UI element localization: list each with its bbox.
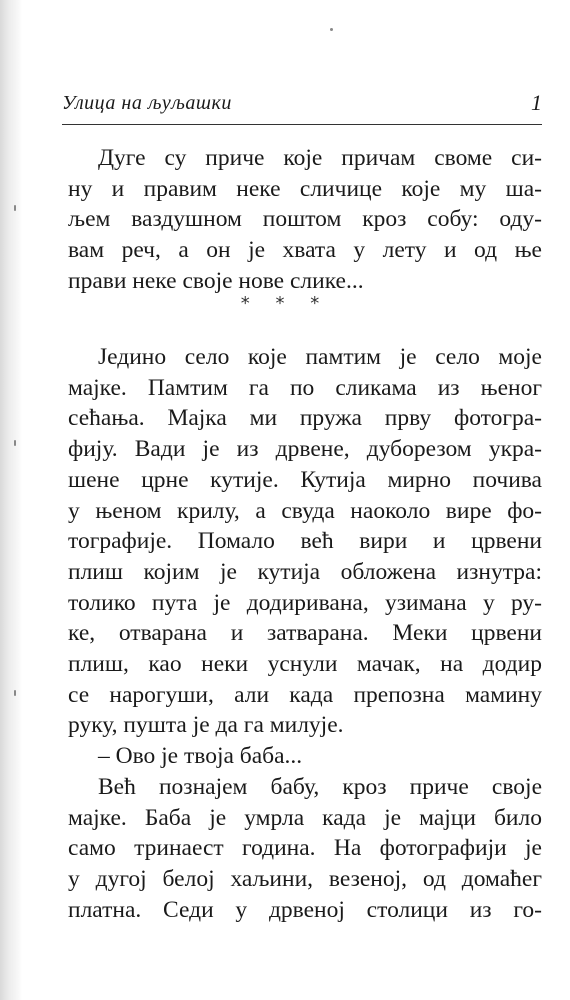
text-line: платна. Седи у дрвеној столици из го- [68, 896, 542, 923]
text-line: прави неке своје нове слике... [68, 267, 364, 294]
text-line: само тринаест година. На фотографији је [68, 835, 542, 862]
binding-hole-mark [14, 690, 16, 696]
text-line: Једино село које памтим је село моје [98, 344, 542, 370]
text-line: се нарогуши, али када препозна мамину [68, 681, 542, 708]
text-line: фију. Вади је из дрвене, дуборезом укра- [68, 436, 542, 463]
text-line: мајке. Памтим га по сликама из њеног [68, 374, 542, 401]
dialogue-line: – Ово је твоја баба... [98, 743, 303, 770]
text-line: толико пута је додиривана, узимана у ру- [68, 589, 542, 616]
text-line: љем ваздушном поштом кроз собу: оду- [68, 206, 542, 233]
text-line: у њеном крилу, а свуда наоколо вире фо- [68, 497, 542, 524]
binding-hole-mark [14, 440, 16, 446]
text-line: ну и правим неке сличице које му ша- [68, 175, 542, 202]
text-line: вам реч, а он је хвата у лету и од ње [68, 237, 542, 264]
paragraph-1 [68, 143, 542, 297]
binding-hole-mark [14, 205, 16, 211]
running-header [62, 90, 542, 125]
text-line: мајке. Баба је умрла када је мајци било [68, 804, 542, 831]
text-line: шене црне кутије. Кутија мирно почива [68, 466, 542, 493]
text-line: у дугој белој хаљини, везеној, од домаћег [68, 865, 542, 892]
paragraph-2 [68, 342, 542, 925]
page-number: 1 [531, 90, 542, 115]
text-line: плиш којим је кутија обложена изнутра: [68, 558, 542, 585]
text-line: Дуге су приче које причам своме си- [98, 145, 542, 171]
text-line: сећања. Мајка ми пружа прву фотогра- [68, 405, 542, 432]
text-line: тографије. Помало већ вири и црвени [68, 528, 542, 555]
text-line: ке, отварана и затварана. Меки црвени [68, 620, 542, 647]
section-divider: * * * [240, 293, 330, 314]
running-title: Улица на љуљашки [62, 92, 232, 114]
text-line: Већ познајем бабу, кроз приче своје [98, 773, 542, 800]
page-gutter-shadow [0, 0, 22, 1000]
text-line: плиш, као неки уснули мачак, на додир [68, 651, 542, 678]
scan-speck [330, 28, 333, 31]
text-line: руку, пушта је да га милује. [68, 712, 344, 739]
